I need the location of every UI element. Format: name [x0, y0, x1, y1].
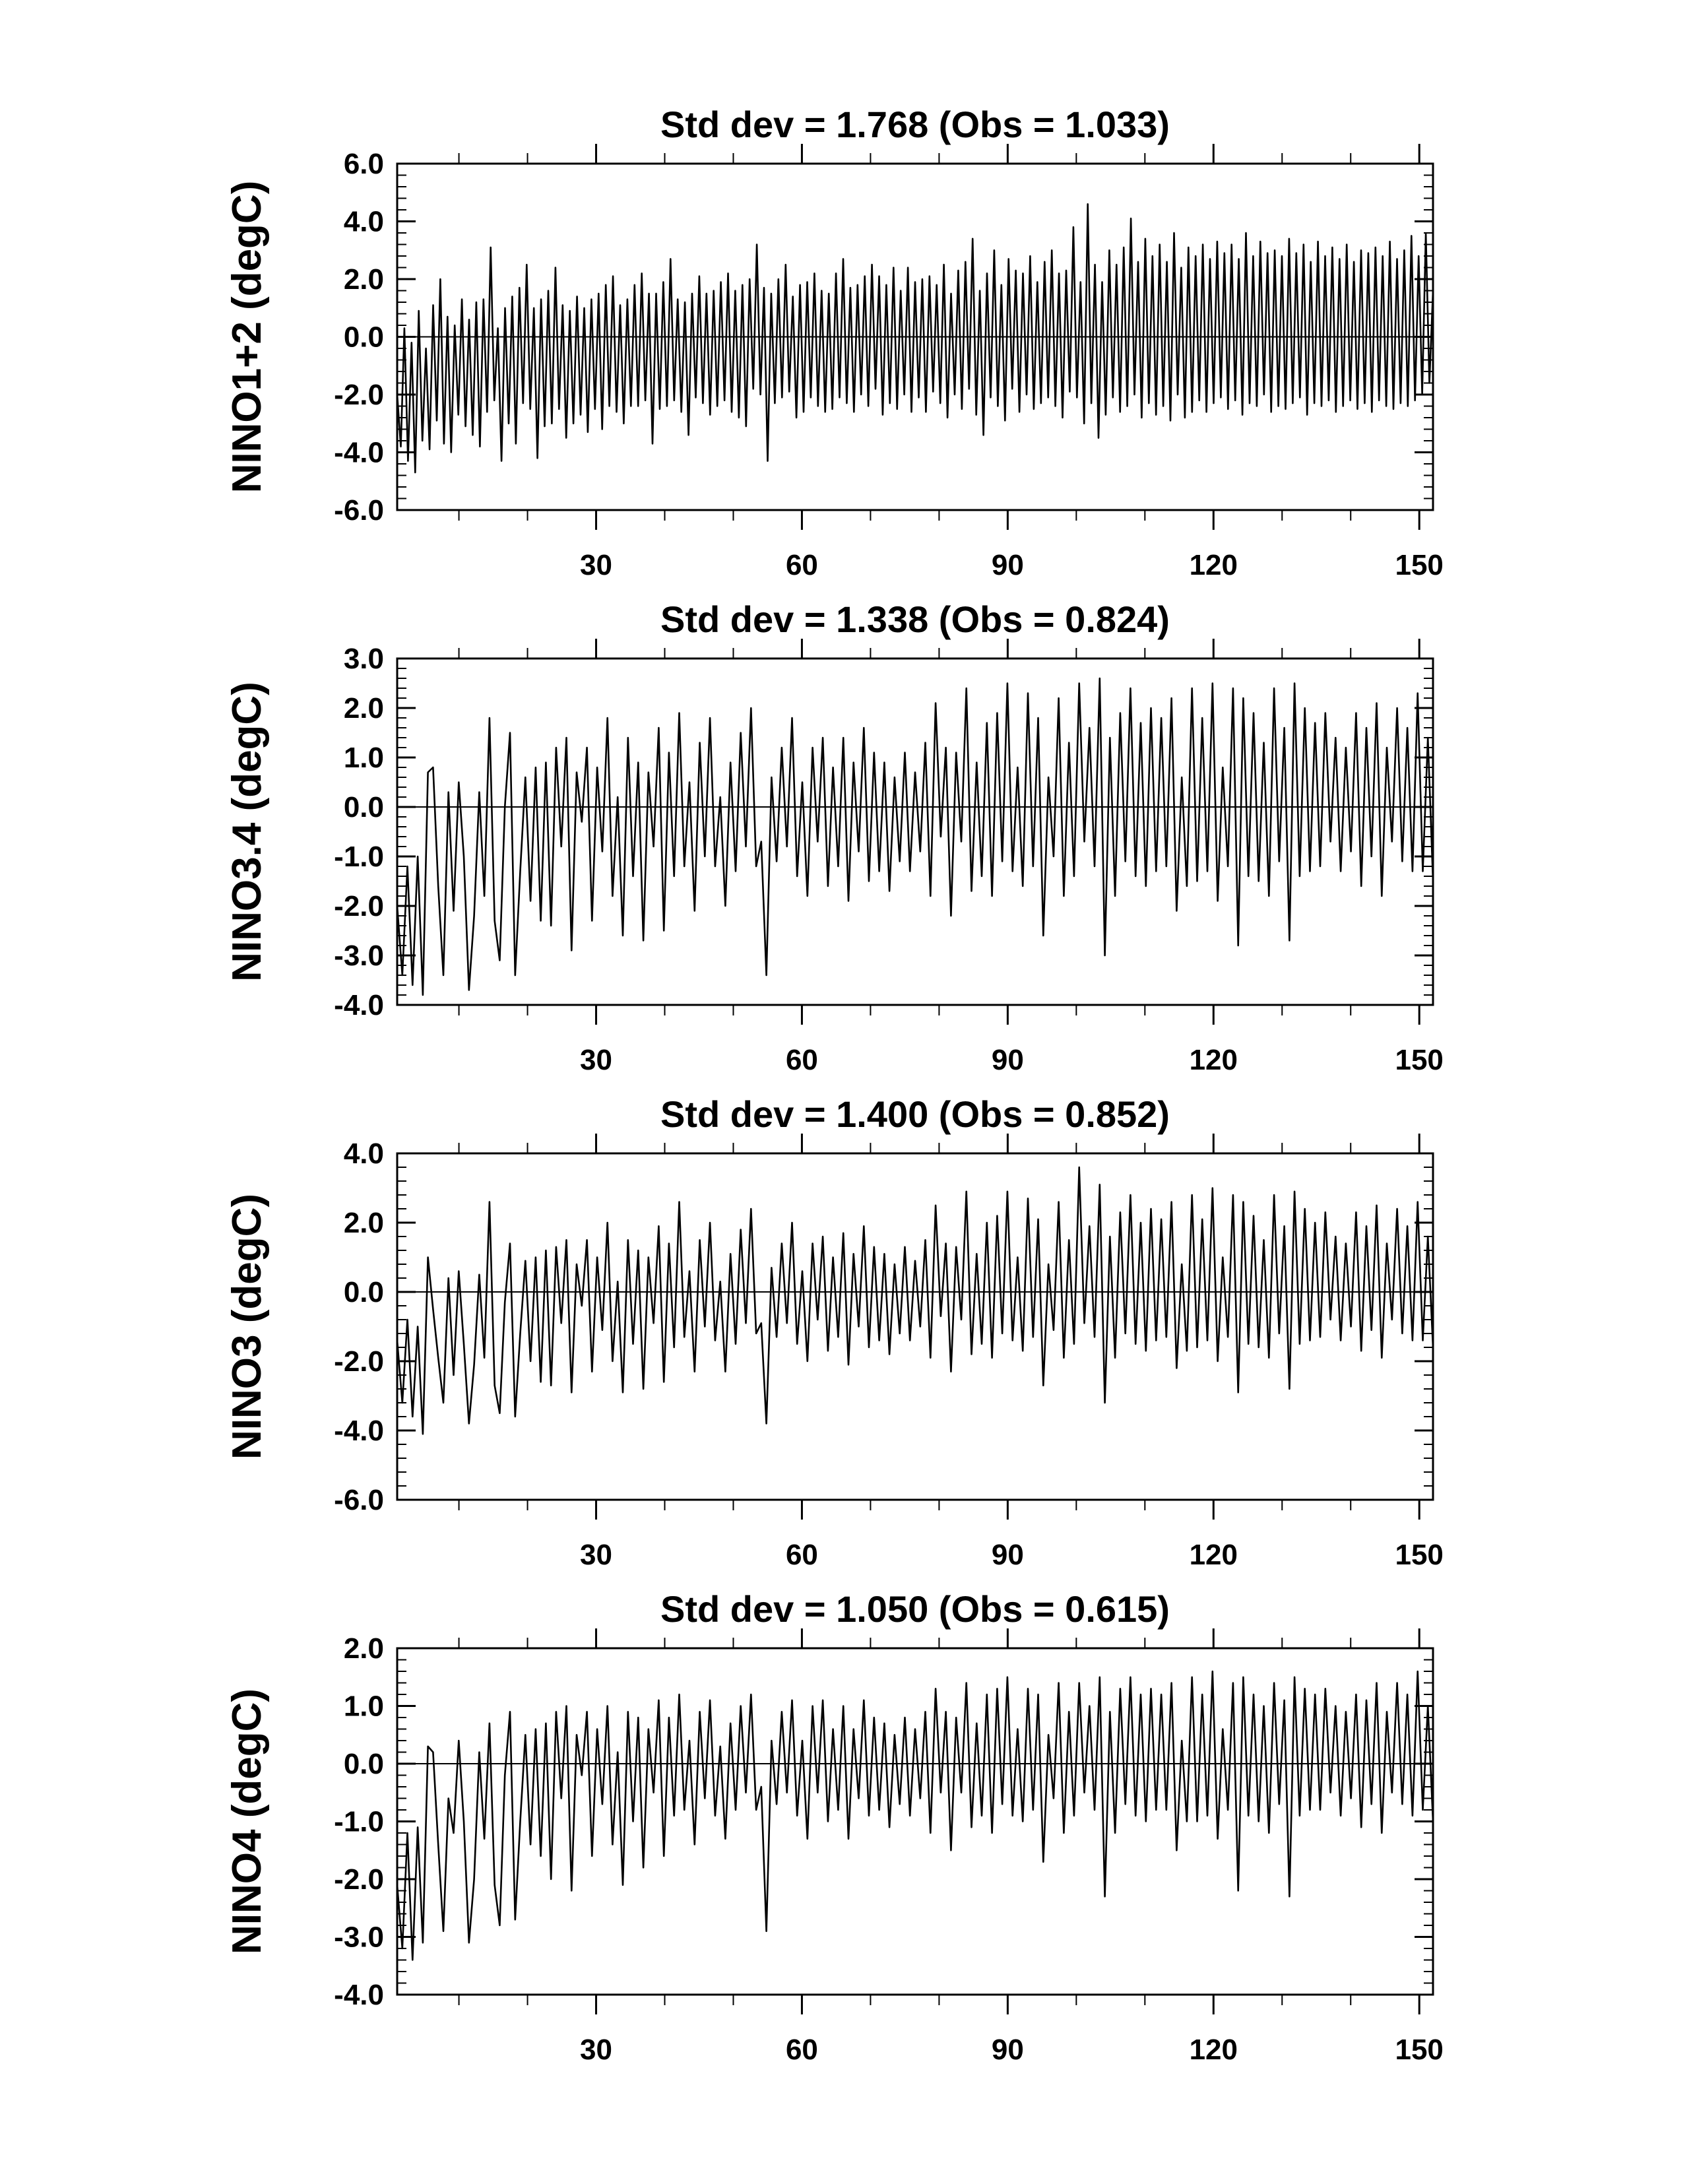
plot-title: Std dev = 1.768 (Obs = 1.033): [660, 104, 1170, 145]
x-tick-label: 150: [1395, 2034, 1444, 2066]
y-axis-label: NINO4 (degC): [224, 1688, 270, 1954]
y-tick-label: 2.0: [343, 692, 384, 724]
x-tick-label: 120: [1189, 1044, 1238, 1076]
y-tick-label: 0.0: [343, 321, 384, 354]
y-tick-label: 4.0: [343, 205, 384, 238]
x-tick-label: 30: [580, 1044, 612, 1076]
x-tick-label: 90: [991, 2034, 1024, 2066]
y-tick-label: 6.0: [343, 148, 384, 180]
y-tick-label: -4.0: [334, 989, 384, 1021]
series-line: [397, 204, 1433, 472]
x-tick-label: 90: [991, 1044, 1024, 1076]
y-tick-label: -4.0: [334, 436, 384, 469]
y-axis-label: NINO3.4 (degC): [224, 682, 270, 982]
x-tick-label: 120: [1189, 2034, 1238, 2066]
plot-title: Std dev = 1.050 (Obs = 0.615): [660, 1588, 1170, 1630]
y-tick-label: -4.0: [334, 1979, 384, 2011]
x-tick-label: 150: [1395, 549, 1444, 581]
x-tick-label: 150: [1395, 1044, 1444, 1076]
x-tick-label: 30: [580, 2034, 612, 2066]
series-line: [397, 678, 1433, 995]
panel-4: [224, 1588, 1444, 2066]
x-tick-label: 60: [785, 1539, 818, 1571]
plot-title: Std dev = 1.400 (Obs = 0.852): [660, 1093, 1170, 1135]
x-tick-label: 90: [991, 1539, 1024, 1571]
y-tick-label: 1.0: [343, 742, 384, 774]
x-tick-label: 120: [1189, 1539, 1238, 1571]
y-axis-label: NINO1+2 (degC): [224, 180, 270, 494]
y-tick-label: -3.0: [334, 1921, 384, 1954]
x-tick-label: 60: [785, 2034, 818, 2066]
x-tick-label: 30: [580, 549, 612, 581]
panel-1: [224, 104, 1444, 581]
panel-2: [224, 598, 1444, 1076]
series-line: [397, 1167, 1433, 1434]
x-tick-label: 150: [1395, 1539, 1444, 1571]
y-tick-label: -1.0: [334, 841, 384, 873]
series-line: [397, 1671, 1433, 1960]
y-tick-label: -2.0: [334, 890, 384, 922]
y-tick-label: 0.0: [343, 791, 384, 823]
x-tick-label: 60: [785, 549, 818, 581]
y-tick-label: 2.0: [343, 1207, 384, 1239]
y-tick-label: -4.0: [334, 1415, 384, 1447]
y-tick-label: -2.0: [334, 1863, 384, 1896]
y-tick-label: -3.0: [334, 940, 384, 972]
y-tick-label: -6.0: [334, 1484, 384, 1516]
y-tick-label: -2.0: [334, 1345, 384, 1378]
y-tick-label: 2.0: [343, 1632, 384, 1665]
y-tick-label: -1.0: [334, 1805, 384, 1838]
x-tick-label: 90: [991, 549, 1024, 581]
panel-3: [224, 1093, 1444, 1571]
y-tick-label: 0.0: [343, 1748, 384, 1780]
y-tick-label: 3.0: [343, 643, 384, 675]
y-tick-label: 1.0: [343, 1690, 384, 1723]
y-tick-label: 4.0: [343, 1138, 384, 1170]
x-tick-label: 60: [785, 1044, 818, 1076]
x-tick-label: 120: [1189, 549, 1238, 581]
y-tick-label: 0.0: [343, 1276, 384, 1308]
y-axis-label: NINO3 (degC): [224, 1194, 270, 1460]
y-tick-label: 2.0: [343, 263, 384, 296]
y-tick-label: -2.0: [334, 379, 384, 411]
x-tick-label: 30: [580, 1539, 612, 1571]
y-tick-label: -6.0: [334, 494, 384, 527]
plot-title: Std dev = 1.338 (Obs = 0.824): [660, 598, 1170, 640]
